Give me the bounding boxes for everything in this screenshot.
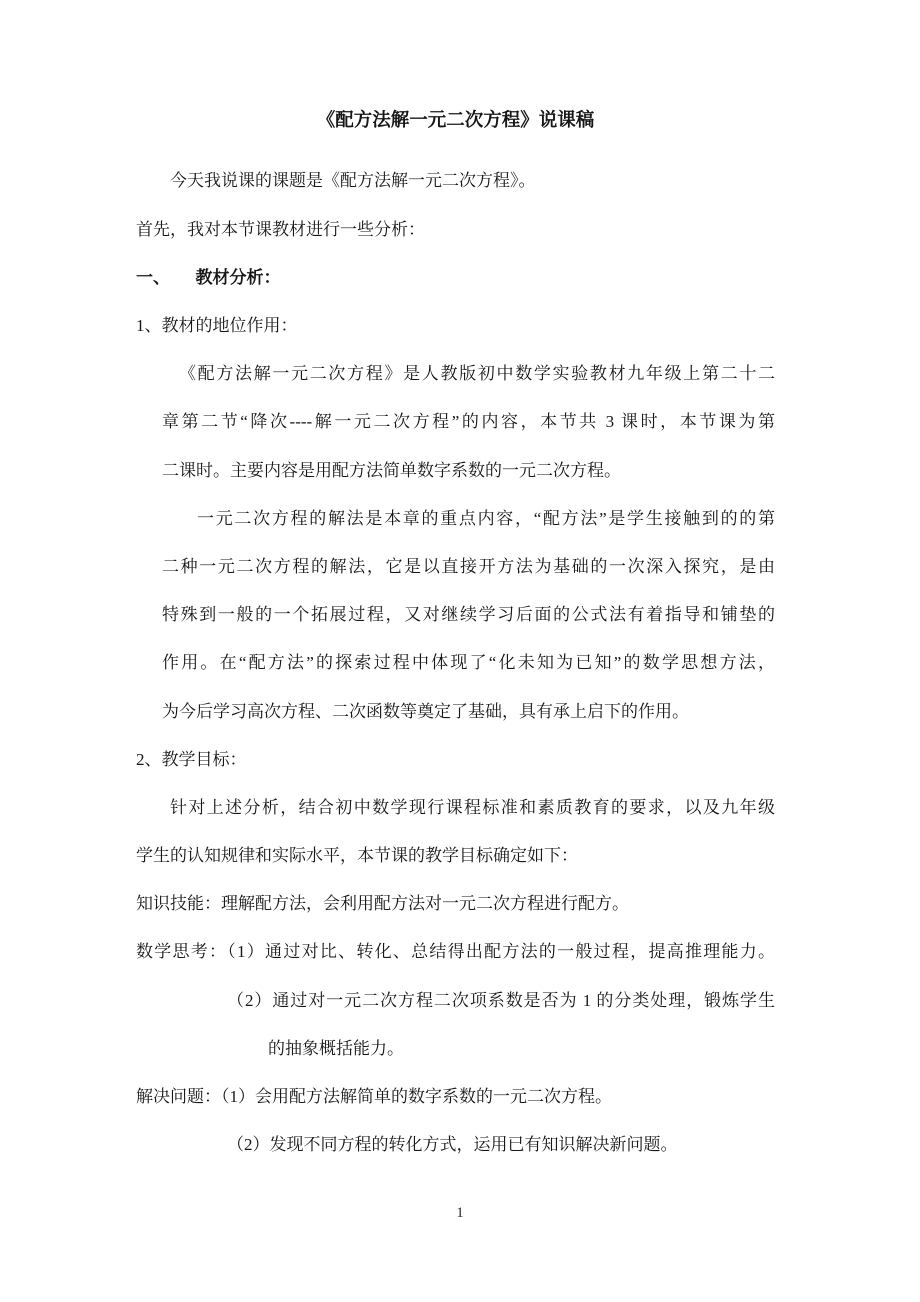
text-line: 解决问题：（1）会用配方法解简单的数字系数的一元二次方程。	[136, 1087, 612, 1107]
text-line: 章第二节“降次----解一元二次方程”的内容，本节共 3 课时，本节课为第	[162, 412, 775, 432]
text-line: （2）通过对一元二次方程二次项系数是否为 1 的分类处理，锻炼学生	[227, 990, 775, 1010]
document-lines	[136, 157, 775, 1169]
text-line: 特殊到一般的一个拓展过程，又对继续学习后面的公式法有着指导和铺垫的	[162, 605, 775, 625]
text-line: 的抽象概括能力。	[268, 1038, 404, 1058]
page-number: 1	[456, 1205, 464, 1221]
text-line: 针对上述分析，结合初中数学现行课程标准和素质教育的要求，以及九年级	[170, 797, 775, 817]
document-body	[136, 97, 775, 1169]
text-line: 2、教学目标：	[136, 749, 247, 769]
text-line: （2）发现不同方程的转化方式，运用已有知识解决新问题。	[227, 1135, 678, 1155]
text-line: 首先，我对本节课教材进行一些分析：	[136, 219, 425, 239]
text-line: 作用。在“配方法”的探索过程中体现了“化未知为已知”的数学思想方法，	[162, 653, 775, 673]
text-line: 学生的认知规律和实际水平，本节课的教学目标确定如下：	[136, 846, 578, 866]
text-line: 一、 教材分析：	[136, 267, 281, 287]
text-line: 二种一元二次方程的解法，它是以直接开方法为基础的一次深入探究，是由	[162, 556, 775, 576]
document-title: 《配方法解一元二次方程》说课稿	[316, 111, 595, 131]
text-line: 1、教材的地位作用：	[136, 316, 298, 336]
text-line: 二课时。主要内容是用配方法简单数字系数的一元二次方程。	[162, 460, 621, 480]
text-line: 数学思考：（1）通过对比、转化、总结得出配方法的一般过程，提高推理能力。	[136, 942, 775, 962]
text-line: 一元二次方程的解法是本章的重点内容，“配方法”是学生接触到的的第	[197, 508, 775, 528]
text-line: 《配方法解一元二次方程》是人教版初中数学实验教材九年级上第二十二	[179, 364, 775, 384]
text-line: 今天我说课的课题是《配方法解一元二次方程》。	[170, 171, 536, 191]
text-line: 为今后学习高次方程、二次函数等奠定了基础，具有承上启下的作用。	[162, 701, 689, 721]
text-line: 知识技能：理解配方法，会利用配方法对一元二次方程进行配方。	[136, 894, 629, 914]
